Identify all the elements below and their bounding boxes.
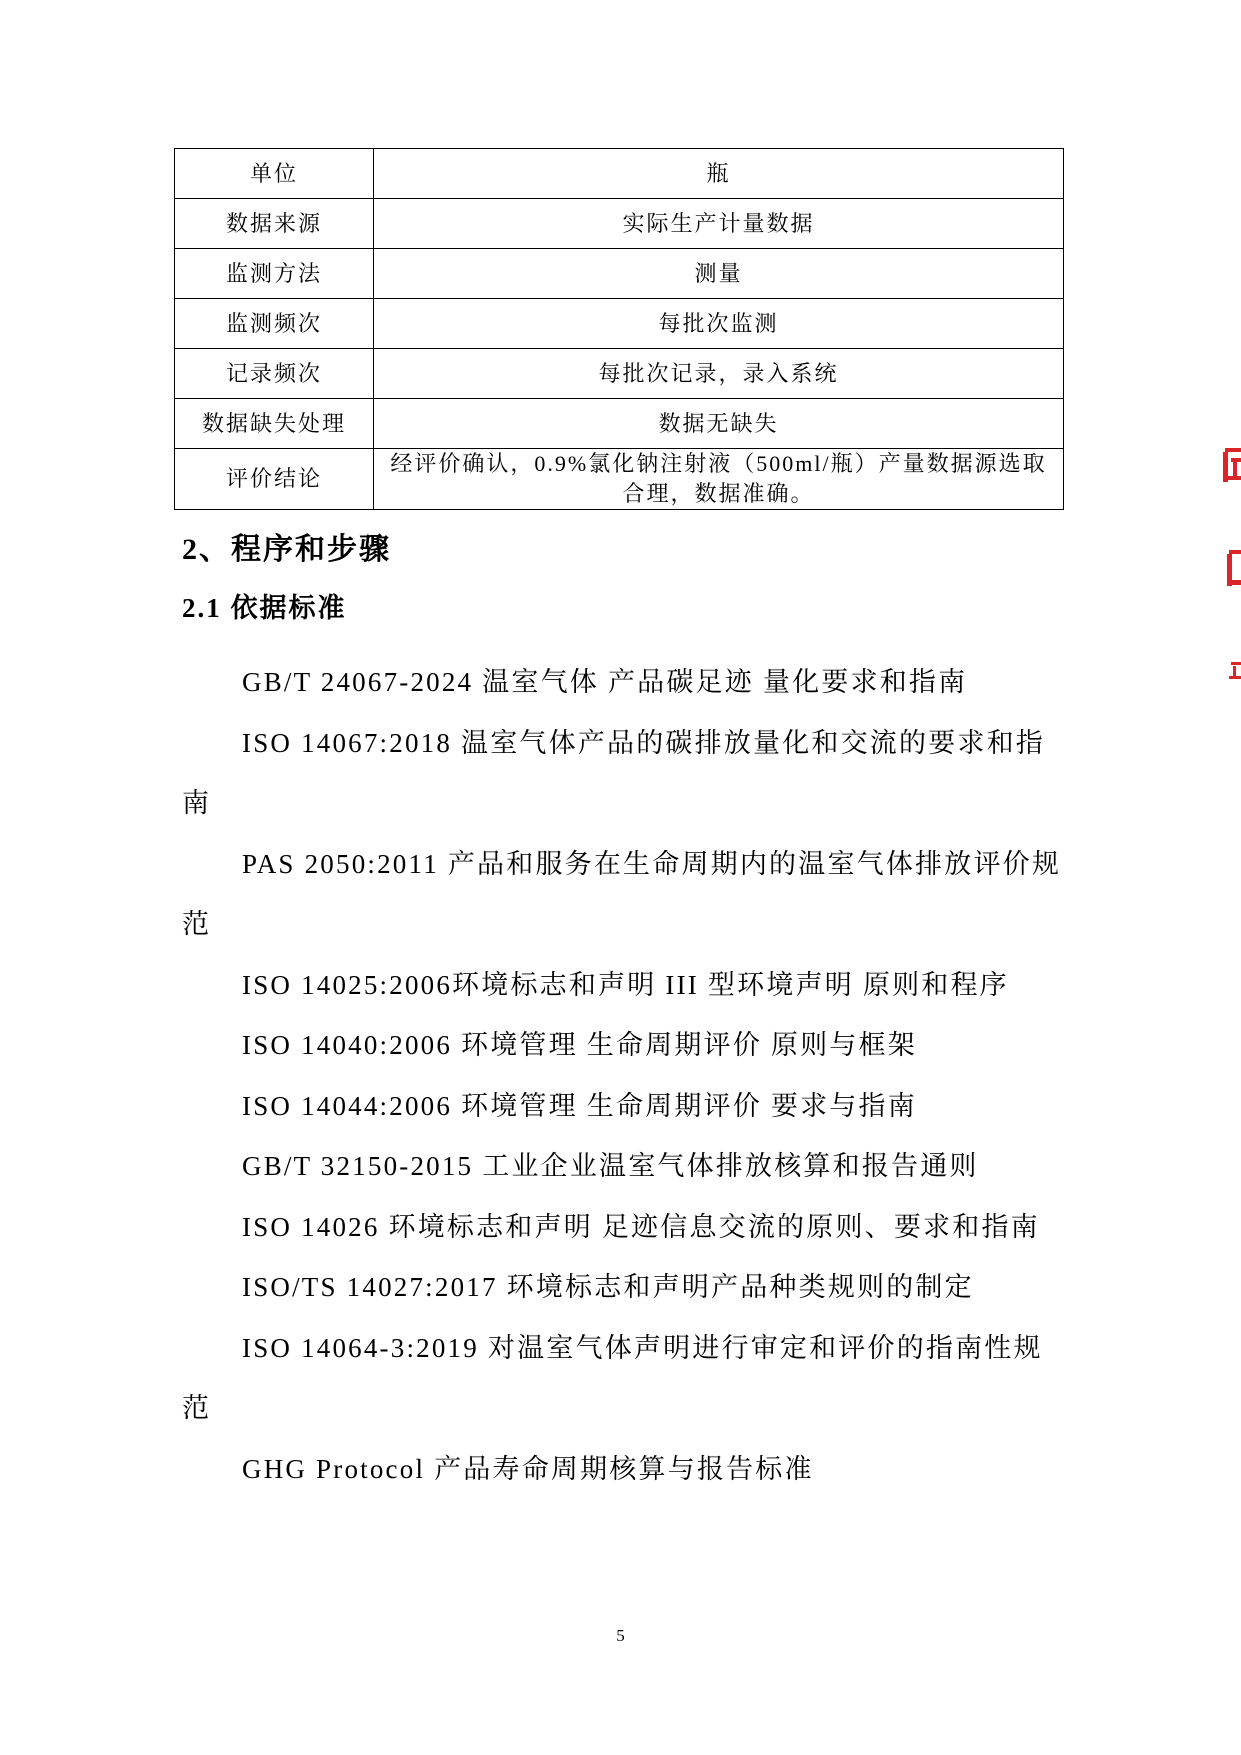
table-row <box>175 299 1064 349</box>
table-row <box>175 449 1064 510</box>
list-item: ISO 14026 环境标志和声明 足迹信息交流的原则、要求和指南 <box>242 1211 1040 1242</box>
table-value-cell: 经评价确认，0.9%氯化钠注射液（500ml/瓶）产量数据源选取合理，数据准确。 <box>374 449 1064 510</box>
table-row <box>175 349 1064 399</box>
table-label-cell: 单位 <box>175 149 374 199</box>
table-row <box>175 399 1064 449</box>
list-item: PAS 2050:2011 产品和服务在生命周期内的温室气体排放评价规范 <box>182 848 1062 939</box>
table-value-cell: 每批次记录，录入系统 <box>374 349 1064 399</box>
table-label-cell: 监测方法 <box>175 249 374 299</box>
table-row <box>175 249 1064 299</box>
table-label-cell: 数据缺失处理 <box>175 399 374 449</box>
table-value-cell: 测量 <box>374 249 1064 299</box>
subsection-heading: 2.1 依据标准 <box>182 593 347 623</box>
section-heading: 2、程序和步骤 <box>182 533 391 566</box>
table-value-cell: 瓶 <box>374 149 1064 199</box>
table-value-cell: 数据无缺失 <box>374 399 1064 449</box>
data-source-table <box>174 148 1064 510</box>
list-item: ISO 14044:2006 环境管理 生命周期评价 要求与指南 <box>242 1090 917 1121</box>
list-item: ISO/TS 14027:2017 环境标志和声明产品种类规则的制定 <box>242 1272 974 1302</box>
table-label-cell: 评价结论 <box>175 449 374 510</box>
list-item: ISO 14064-3:2019 对温室气体声明进行审定和评价的指南性规范 <box>182 1332 1043 1423</box>
list-item: GHG Protocol 产品寿命周期核算与报告标准 <box>242 1453 814 1484</box>
list-item: GB/T 24067-2024 温室气体 产品碳足迹 量化要求和指南 <box>242 667 968 697</box>
table-row <box>175 149 1064 199</box>
list-item: GB/T 32150-2015 工业企业温室气体排放核算和报告通则 <box>242 1151 979 1181</box>
list-item: ISO 14067:2018 温室气体产品的碳排放量化和交流的要求和指南 <box>182 727 1046 818</box>
table-row <box>175 199 1064 249</box>
table-label-cell: 记录频次 <box>175 349 374 399</box>
reference-standards-list <box>182 652 1062 1499</box>
table-label-cell: 监测频次 <box>175 299 374 349</box>
page-number: 5 <box>616 1626 625 1645</box>
table-value-cell: 每批次监测 <box>374 299 1064 349</box>
list-item: ISO 14025:2006环境标志和声明 III 型环境声明 原则和程序 <box>242 969 1009 1000</box>
list-item: ISO 14040:2006 环境管理 生命周期评价 原则与框架 <box>242 1030 917 1060</box>
table-label-cell: 数据来源 <box>175 199 374 249</box>
table-value-cell: 实际生产计量数据 <box>374 199 1064 249</box>
seal-stamp-icon <box>1211 440 1241 700</box>
